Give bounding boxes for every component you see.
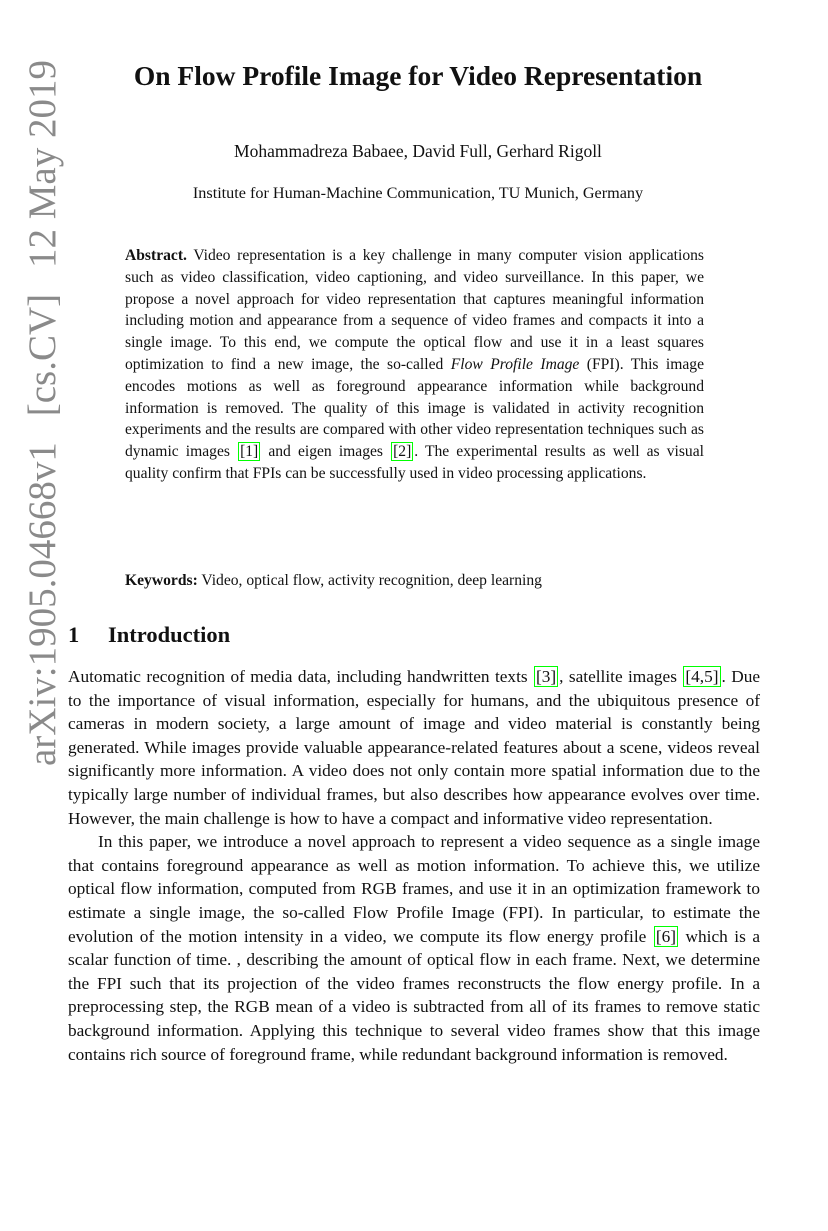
paragraph-text: Automatic recognition of media data, including handwritten texts [68, 667, 528, 686]
citation-link[interactable]: [2] [393, 443, 412, 461]
keywords-text: Video, optical flow, activity recognition, deep learning [201, 572, 542, 589]
arxiv-date: 12 May 2019 [21, 60, 64, 268]
abstract-label: Abstract. [125, 247, 187, 264]
paragraph [68, 830, 760, 1066]
citation-link[interactable]: [6] [655, 926, 676, 946]
paragraph-text: which is a scalar function of time. , describing the amount of optical flow in each frame. Next, we determine the FPI such that its projection of the video frames reconstructs the flow energy profile. In a preprocessing step, the RGB mean of a video is subtracted from all of its frames to remove static background information. Applying this technique to several video frames show that this image contains rich source of foreground frame, while redundant background information is removed. [68, 926, 760, 1064]
abstract [125, 245, 704, 485]
arxiv-identifier-stamp [18, 60, 68, 766]
arxiv-category: [cs.CV] [21, 293, 64, 417]
paragraph-text: , satellite images [559, 667, 677, 686]
paper-title: On Flow Profile Image for Video Representation [133, 60, 703, 91]
paragraph [68, 665, 760, 830]
arxiv-id: arXiv:1905.04668v1 [21, 442, 64, 766]
keywords-label: Keywords: [125, 572, 198, 589]
paragraph-text: . Due to the importance of visual information, especially for humans, and the ubiquitous presence of cameras in modern society, a large amount of image and video material is constantly being generated. While images provide valuable appearance-related features about a scene, videos reveal significantly more information. A video does not only contain more spatial information due to the typically large number of individual frames, but also describes how appearance evolves over time. However, the main challenge is how to have a compact and informative video representation. [68, 667, 761, 828]
citation-link[interactable]: [1] [240, 443, 259, 461]
author-list: Mohammadreza Babaee, David Full, Gerhard Rigoll [234, 141, 602, 161]
section-number: 1 [68, 622, 80, 647]
section-heading [68, 622, 230, 648]
abstract-text: . The experimental results as well as visual quality confirm that FPIs can be successfully used in video processing applications. [125, 443, 704, 482]
section-title: Introduction [108, 622, 231, 647]
citation-link[interactable]: [4,5] [685, 667, 719, 686]
citation-link[interactable]: [3] [536, 667, 557, 686]
keywords [125, 570, 704, 592]
affiliation: Institute for Human-Machine Communication, TU Munich, Germany [192, 184, 644, 202]
paragraph-text: In this paper, we introduce a novel approach to represent a video sequence as a single image that contains foreground appearance as well as motion information. To achieve this, we utilize optical flow information, computed from RGB frames, and use it in an optimization framework to estimate a single image, the so-called Flow Profile Image (FPI). In particular, to estimate the evolution of the motion intensity in a video, we compute its flow energy profile [68, 832, 760, 946]
abstract-text: Video representation is a key challenge in many computer vision applications such as video classification, video captioning, and video surveillance. In this paper, we propose a novel approach for video representation that captures meaningful information including motion and appearance from a sequence of video frames and compacts it into a single image. To this end, we compute the optical flow and use it in a least squares optimization to find a new image, the so-called [125, 247, 704, 373]
abstract-text: (FPI). This image encodes motions as well as foreground appearance information while background information is removed. The quality of this image is validated in activity recognition experiments and the results are compared with other video representation techniques such as dynamic images [125, 355, 704, 461]
abstract-text: and eigen images [268, 443, 383, 461]
abstract-emphasis: Flow Profile Image [450, 355, 580, 373]
body-text [68, 665, 760, 1066]
